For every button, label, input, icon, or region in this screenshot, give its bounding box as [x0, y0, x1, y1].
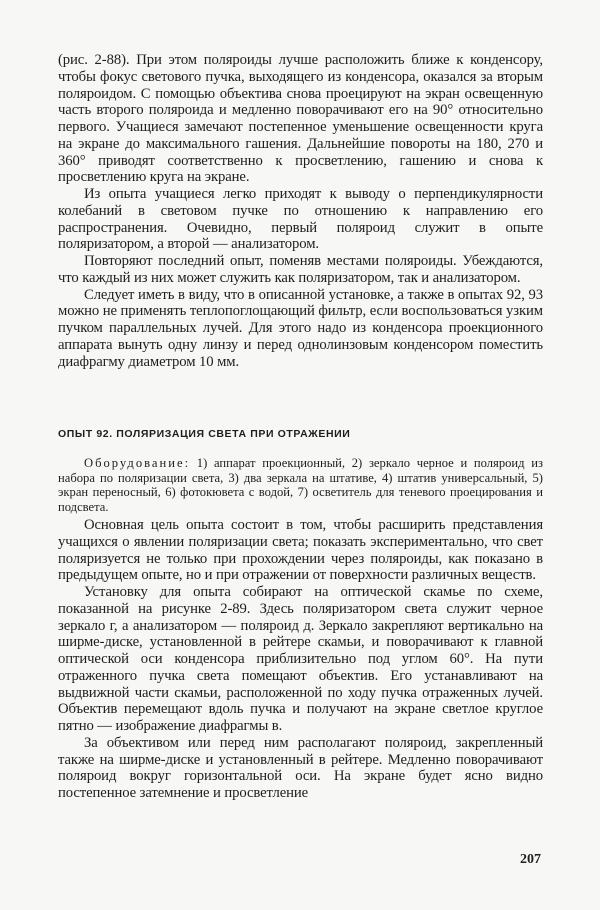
paragraph-6: Установку для опыта собирают на оптической скамье по схеме, показанной на рисунке 2-89. Здесь поляризатором света служит черное зеркало г, а анализатором — поляроид д. Зеркало закрепляют вертикально на ширме-диске, установленной в рейтере скамьи, и поворачивают к главной оптической оси конденсора приблизительно под углом 60°. На пути отраженного пучка света помещают объектив. Его устанавливают на выдвижной части скамьи, расположенной по ходу пучка отраженных лучей. Объектив перемещают вдоль пучка и получают на экране светлое круглое пятно — изображение диафрагмы в. — [58, 584, 543, 734]
paragraph-5: Основная цель опыта состоит в том, чтобы расширить представления учащихся о явлении поляризации света; показать экспериментально, что свет поляризуется не только при прохождении через поляроиды, как показано в предыдущем опыте, но и при отражении от поверхности различных веществ. — [58, 517, 543, 584]
paragraph-7: За объективом или перед ним располагают поляроид, закрепленный также на ширме-диске и установленный в рейтере. Медленно поворачивают поляроид вокруг горизонтальной оси. На экране будет ясно видно постепенное затемнение и просветление — [58, 734, 543, 801]
equipment-text: 1) аппарат проекционный, 2) зеркало черное и поляроид из набора по поляризации света, 3) два зеркала на штативе, 4) штатив универсальный, 5) экран переносный, 6) фотокювета с водой, 7) осветитель для теневого проецирования и подсвета. — [58, 456, 543, 514]
equipment-list — [58, 456, 543, 514]
paragraph-2: Из опыта учащиеся легко приходят к выводу о перпендикулярности колебаний в световом пучке по отношению к направлению его распространения. Очевидно, первый поляроид служит в опыте поляризатором, а второй — анализатором. — [58, 186, 543, 253]
text-block-top — [58, 52, 543, 370]
experiment-heading: ОПЫТ 92. ПОЛЯРИЗАЦИЯ СВЕТА ПРИ ОТРАЖЕНИИ — [58, 428, 351, 440]
page-number: 207 — [520, 852, 541, 867]
paragraph-4: Следует иметь в виду, что в описанной установке, а также в опытах 92, 93 можно не применять теплопоглощающий фильтр, если воспользоваться узким пучком параллельных лучей. Для этого надо из конденсора проекционного аппарата вынуть одну линзу и перед однолинзовым конденсором поместить диафрагму диаметром 10 мм. — [58, 286, 543, 370]
text-block-bottom — [58, 517, 543, 802]
equipment-lead: Оборудование: — [84, 456, 191, 470]
paragraph-3: Повторяют последний опыт, поменяв местами поляроиды. Убеждаются, что каждый из них может служить как поляризатором, так и анализатором. — [58, 253, 543, 286]
paragraph-1: (рис. 2-88). При этом поляроиды лучше расположить ближе к конденсору, чтобы фокус светового пучка, выходящего из конденсора, оказался за вторым поляроидом. С помощью объектива снова проецируют на экран освещенную часть второго поляроида и медленно поворачивают его на 90° относительно первого. Учащиеся замечают постепенное уменьшение освещенности круга на экране до максимального гашения. Дальнейшие повороты на 180, 270 и 360° приводят соответственно к просветлению, гашению и снова к просветлению круга на экране. — [58, 52, 543, 186]
